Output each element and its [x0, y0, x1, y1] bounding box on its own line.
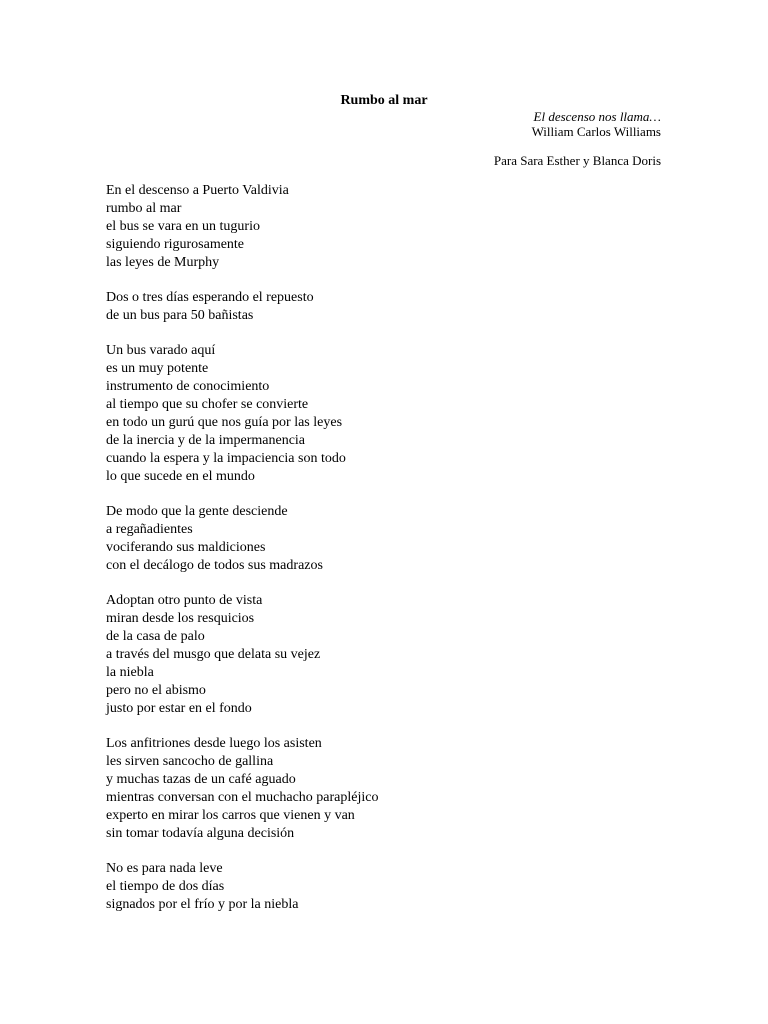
stanza	[106, 342, 666, 486]
poem-line: el bus se vara en un tugurio	[106, 219, 260, 234]
poem-line: les sirven sancocho de gallina	[106, 754, 274, 769]
stanza	[106, 289, 666, 325]
poem-line: de la inercia y de la impermanencia	[106, 433, 306, 448]
poem-line: es un muy potente	[106, 361, 209, 376]
poem-line: mientras conversan con el muchacho parapléjico	[106, 790, 379, 805]
poem-line: instrumento de conocimiento	[106, 379, 270, 394]
poem-line: signados por el frío y por la niebla	[106, 897, 299, 912]
poem-line: Los anfitriones desde luego los asisten	[106, 736, 322, 751]
stanza	[106, 860, 666, 914]
poem-line: y muchas tazas de un café aguado	[106, 772, 296, 787]
poem-line: siguiendo rigurosamente	[106, 237, 245, 252]
poem-body	[106, 182, 666, 931]
poem-line: pero no el abismo	[106, 683, 206, 698]
dedication: Para Sara Esther y Blanca Doris	[493, 153, 661, 168]
poem-line: cuando la espera y la impaciencia son todo	[106, 451, 346, 466]
poem-line: de un bus para 50 bañistas	[106, 308, 254, 323]
poem-line: a regañadientes	[106, 522, 193, 537]
poem-line: miran desde los resquicios	[106, 611, 255, 626]
stanza	[106, 503, 666, 575]
poem-line: de la casa de palo	[106, 629, 205, 644]
poem-line: al tiempo que su chofer se convierte	[106, 397, 309, 412]
stanza	[106, 592, 666, 718]
epigraph	[532, 109, 661, 139]
poem-line: Dos o tres días esperando el repuesto	[106, 290, 314, 305]
poem-line: Un bus varado aquí	[106, 343, 216, 358]
poem-line: experto en mirar los carros que vienen y van	[106, 808, 355, 823]
poem-line: a través del musgo que delata su vejez	[106, 647, 321, 662]
epigraph-quote: El descenso nos llama…	[533, 109, 661, 124]
poem-line: sin tomar todavía alguna decisión	[106, 826, 295, 841]
epigraph-author: William Carlos Williams	[531, 124, 661, 139]
poem-line: rumbo al mar	[106, 201, 182, 216]
stanza	[106, 182, 666, 272]
poem-line: vociferando sus maldiciones	[106, 540, 266, 555]
poem-line: las leyes de Murphy	[106, 255, 220, 270]
poem-line: Adoptan otro punto de vista	[106, 593, 263, 608]
poem-line: De modo que la gente desciende	[106, 504, 288, 519]
poem-line: en todo un gurú que nos guía por las leyes	[106, 415, 343, 430]
stanza	[106, 735, 666, 843]
poem-line: la niebla	[106, 665, 154, 680]
poem-line: justo por estar en el fondo	[106, 701, 252, 716]
poem-title: Rumbo al mar	[340, 93, 428, 108]
poem-line: lo que sucede en el mundo	[106, 469, 255, 484]
poem-line: el tiempo de dos días	[106, 879, 225, 894]
poem-line: En el descenso a Puerto Valdivia	[106, 183, 289, 198]
poem-line: No es para nada leve	[106, 861, 223, 876]
poem-line: con el decálogo de todos sus madrazos	[106, 558, 323, 573]
